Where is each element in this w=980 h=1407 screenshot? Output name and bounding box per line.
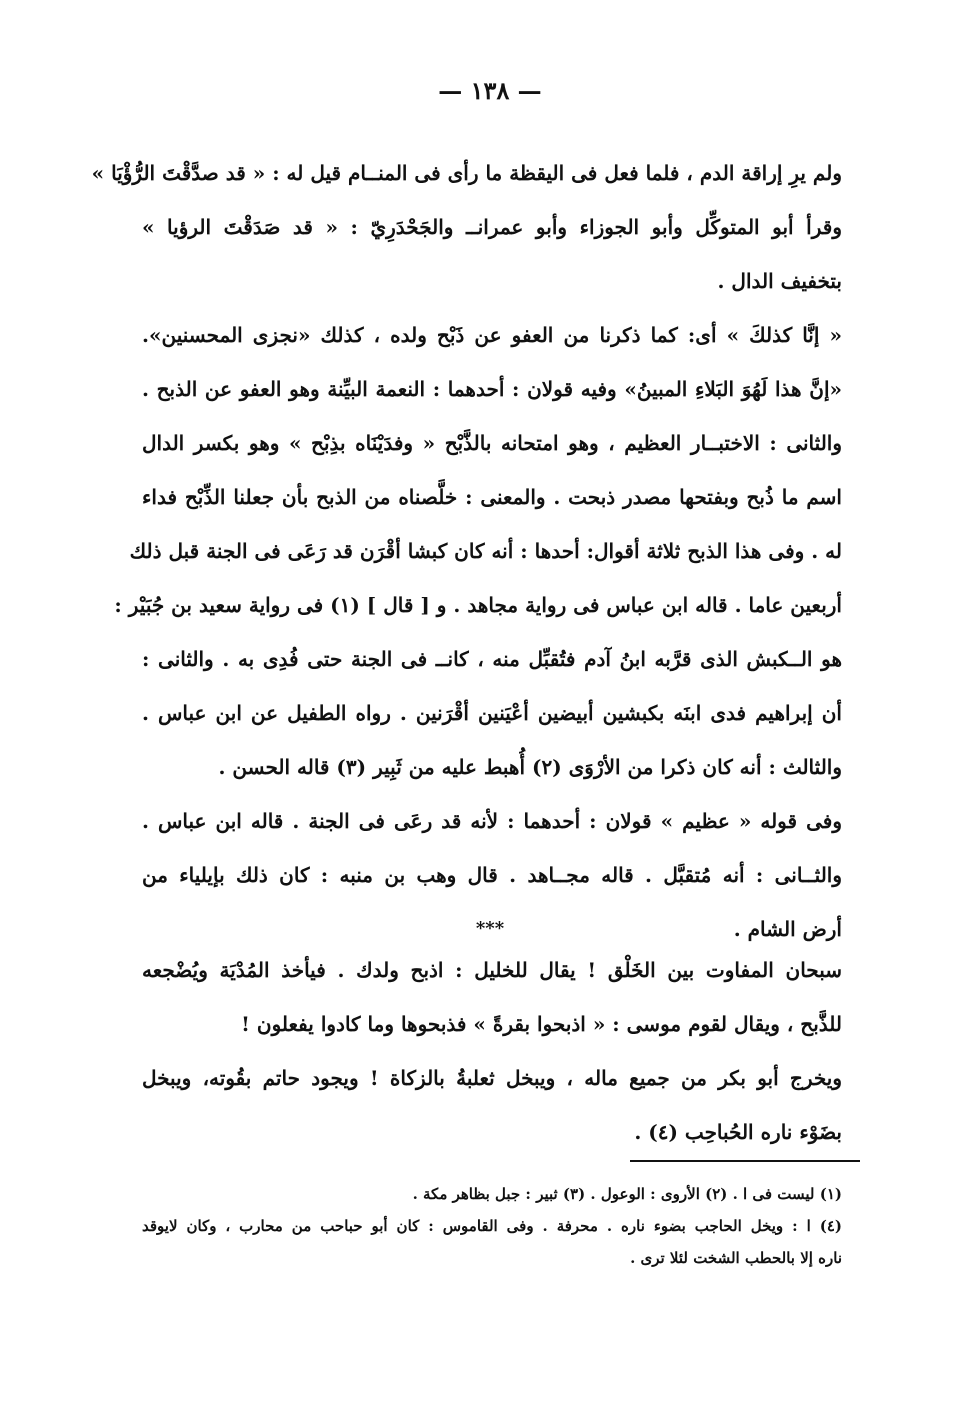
footnote-line: ناره إلا بالحطب الشخت لئلا ترى . [630, 1249, 842, 1267]
text-line: والثالث : أنه كان ذكرا من الأرْوَى (٢) أُهبط عليه من ثَبِير (٣) قاله الحسن . [218, 755, 842, 779]
text-line: والثانى : الاختبــار العظيم ، وهو امتحانه بالذَّبْح « وفدَيْنَاه بذِبْح » وهو بكسر الدال [142, 431, 842, 455]
section-separator: *** [475, 918, 505, 939]
footnote-line: (١) ليست فى ا . (٢) الأروى : الوعول . (٣) ثبير : جبل بظاهر مكة . [412, 1185, 842, 1203]
text-line: أرض الشام . [733, 917, 842, 941]
footnote-line: (٤) ا : ويخل الحاجب بضوء ناره . محرفة . وفى القاموس : كان أبو حباحب من محارب ، وكان لايوقد [142, 1217, 842, 1235]
paragraph-5 [142, 943, 842, 1051]
text-line: سبحان المفاوت بين الخَلْق ! يقال للخليل : اذبح ولدك . فيأخذ المُدْيَة ويُضْجعه [142, 958, 842, 982]
text-line: ولم يرِ إراقة الدم ، فلما فعل فى اليقظة ما رأى فى المنــام قيل له : « قد صدَّقْتَ الرُّؤْيَا » [91, 161, 842, 185]
paragraph-3 [114, 362, 842, 794]
text-line: والثــانى : أنه مُتقبَّل . قاله مجــاهد . قال وهب بن منبه : كان ذلك بإيلياء من [142, 863, 842, 887]
text-line: أربعين عاما . قاله ابن عباس فى رواية مجاهد . و [ قال ] (١) فى رواية سعيد بن جُبَيْر : [114, 593, 842, 617]
text-line: «إنَّ هذا لَهُوَ البَلاءِ المبينُ» وفيه قولان : أحدهما : النعمة البيِّنة وهو العفو عن الذبح . [142, 377, 842, 401]
footnotes [142, 1178, 842, 1274]
text-line: له . وفى هذا الذبح ثلاثة أقوال: أحدها : أنه كان كبشا أقْرَن قد رَعَى فى الجنة قبل ذلك [129, 539, 842, 563]
page-number: — ١٣٨ — [438, 76, 542, 105]
text-line: بتخفيف الدال . [717, 269, 842, 293]
paragraph-2 [142, 308, 842, 362]
paragraph-1 [91, 146, 842, 308]
text-line: أن إبراهيم فدى ابنَه بكبشين أبيضين أعْيَنين أقْرَنين . رواه الطفيل عن ابن عباس . [142, 701, 842, 725]
text-line: وقرأ أبو المتوكِّل وأبو الجوزاء وأبو عمرانــ والجَحْدَرِيّ : « قد صَدَقْتَ الرؤيا » [142, 215, 842, 239]
text-line: اسم ما ذُبح وبفتحها مصدر ذبحت . والمعنى : خلَّصناه من الذبح بأن جعلنا الذِّبْح فداء [142, 485, 842, 509]
footnote-divider [630, 1160, 860, 1162]
text-line: ويخرج أبو بكر من جميع ماله ، ويبخل ثعلبةُ بالزكاة ! ويجود حاتم بقُوته، ويبخل [142, 1066, 842, 1090]
main-text [91, 146, 842, 956]
text-line: بضَوْء ناره الحُباحِب (٤) . [634, 1120, 842, 1144]
main-text-continued [142, 943, 842, 1159]
paragraph-6 [142, 1051, 842, 1159]
text-line: « إنَّا كذلكَ » أى: كما ذكرنا من العفو عن ذَبْح ولده ، كذلك «نجزى المحسنين». [142, 323, 842, 347]
text-line: وفى قوله « عظيم » قولان : أحدهما : لأنه قد رعَى فى الجنة . قاله ابن عباس . [142, 809, 842, 833]
text-line: للذَّبح ، ويقال لقوم موسى : « اذبحوا بقرةً » فذبحوها وما كادوا يفعلون ! [241, 1012, 842, 1036]
text-line: هو الــكبش الذى قرَّبه ابنُ آدم فتُقبِّل منه ، كانــ فى الجنة حتى فُدِى به . والثانى : [142, 647, 842, 671]
